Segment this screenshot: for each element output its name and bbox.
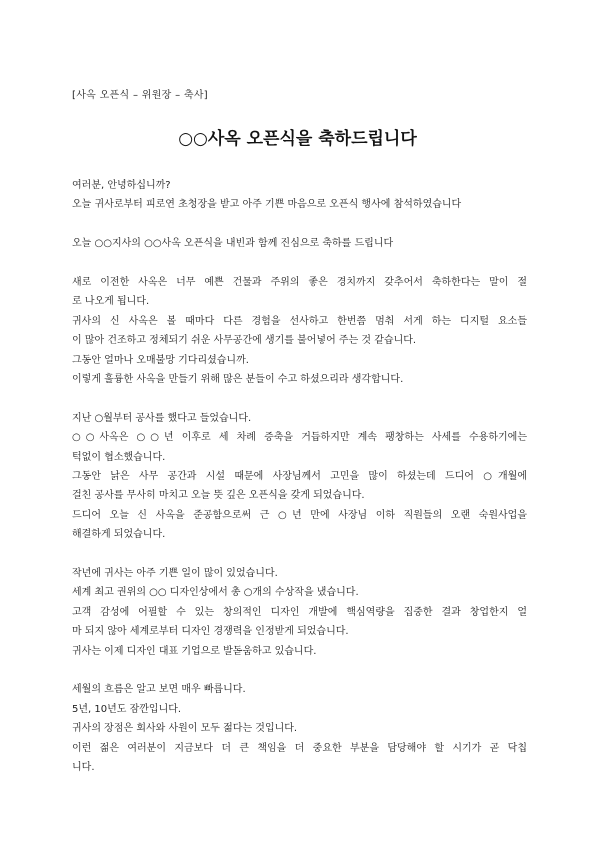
body-line: 그동안 낡은 사무 공간과 시설 때문에 사장님께서 고민을 많이 하셨는데 드디어 ○개월에 <box>72 471 527 483</box>
body-line: 세계 최고 권위의 ○○ 디자인상에서 총 ○개의 수상작을 냈습니다. <box>72 587 359 599</box>
body-line: 그동안 얼마나 오매불망 기다리셨습니까. <box>72 354 249 366</box>
body-line: 귀사의 장점은 회사와 사원이 모두 젊다는 것입니다. <box>72 723 298 735</box>
body-line: 작년에 귀사는 아주 기쁜 일이 많이 있었습니다. <box>72 568 278 580</box>
body-line: 오늘 귀사로부터 피로연 초청장을 받고 아주 기쁜 마음으로 오픈식 행사에 참석하였습니다 <box>72 199 462 211</box>
paragraph-gap <box>72 254 527 273</box>
document-title: ○○사옥 오픈식을 축하드립니다 <box>178 129 417 149</box>
body-line: 드디어 오늘 신 사옥을 준공함으로써 근 ○년 만에 사장님 이하 직원들의 오랜 숙원사업을 <box>72 509 527 521</box>
paragraph-gap <box>72 661 527 680</box>
body-line: 오늘 ○○지사의 ○○사옥 오픈식을 내빈과 함께 진심으로 축하를 드립니다 <box>72 238 394 250</box>
body-line: 이 많아 건조하고 정체되기 쉬운 사무공간에 생기를 불어넣어 주는 것 같습니다. <box>72 335 417 347</box>
body-line: 이렇게 훌륭한 사옥을 만들기 위해 많은 분들이 수고 하셨으리라 생각합니다. <box>72 374 404 386</box>
body-line: 귀사의 신 사옥은 볼 때마다 다른 경험을 선사하고 한번쯤 멈춰 서게 하는 디지털 요소들 <box>72 315 527 327</box>
body-line: 고객 감성에 어필할 수 있는 창의적인 디자인 개발에 핵심역량을 집중한 결과 창업한지 얼 <box>72 606 527 618</box>
body-line: 여러분, 안녕하십니까? <box>72 180 171 191</box>
paragraph-gap <box>72 389 527 408</box>
body-line: 니다. <box>72 762 95 774</box>
body-line: 걸친 공사를 무사히 마치고 오늘 뜻 깊은 오픈식을 갖게 되었습니다. <box>72 490 365 502</box>
body-line: 5년, 10년도 잠깐입니다. <box>72 703 182 715</box>
paragraph-gap <box>72 545 527 564</box>
body-line: 새로 이전한 사옥은 너무 예쁜 건물과 주위의 좋은 경치까지 갖추어서 축하한다는 말이 절 <box>72 277 527 288</box>
body-line: 마 되지 않아 세계로부터 디자인 경쟁력을 인정받게 되었습니다. <box>72 626 349 638</box>
body-line: 해결하게 되었습니다. <box>72 529 166 541</box>
body-line: 턱없이 협소했습니다. <box>72 451 166 463</box>
body-line: ○○사옥은 ○○년 이후로 세 차례 증축을 거듭하지만 계속 팽창하는 사세를 수용하기에는 <box>72 432 527 444</box>
body-line: 이런 젊은 여러분이 지금보다 더 큰 책임을 더 중요한 부분을 담당해야 할 시기가 곧 닥칩 <box>72 742 527 754</box>
body-line: 세월의 흐름은 알고 보면 매우 빠릅니다. <box>72 684 246 696</box>
body-line: 로 나오게 됩니다. <box>72 296 150 308</box>
speech-category-tag: [사옥 오픈식 – 위원장 – 축사] <box>72 90 208 101</box>
body-line: 귀사는 이제 디자인 대표 기업으로 발돋움하고 있습니다. <box>72 645 317 657</box>
paragraph-gap <box>72 215 527 234</box>
speech-body <box>72 176 527 778</box>
body-line: 지난 ○월부터 공사를 했다고 들었습니다. <box>72 412 252 424</box>
